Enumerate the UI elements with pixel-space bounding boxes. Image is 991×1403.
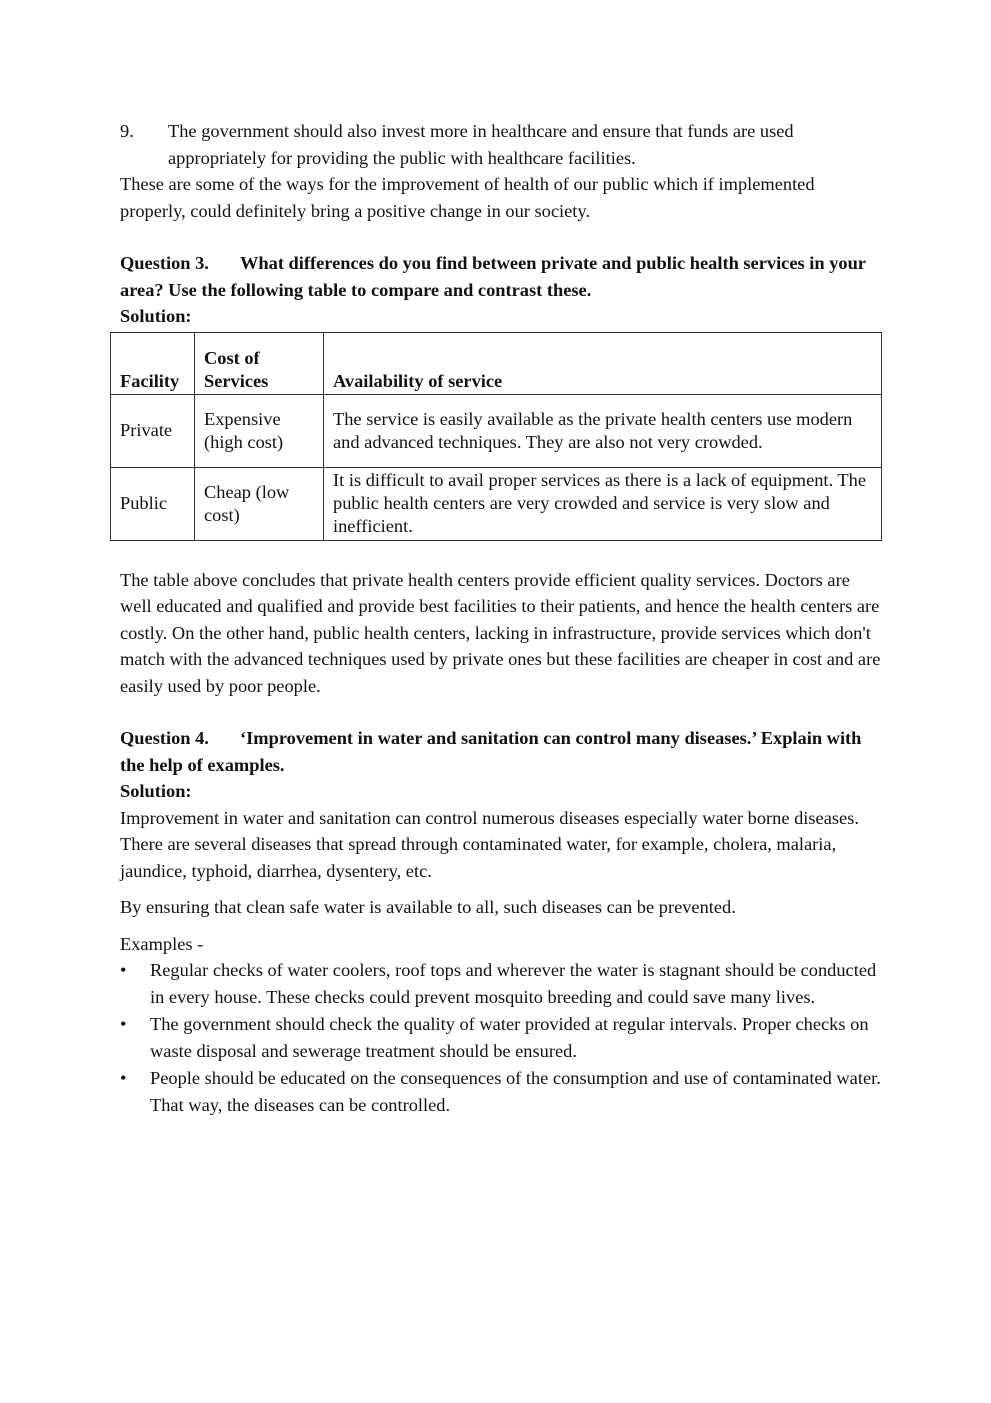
table-cell-facility: Public [111,467,195,540]
question-3-label: Question 3. [120,253,209,273]
question-3-heading [120,250,882,303]
list-item [120,957,882,1011]
table-conclusion-paragraph: The table above concludes that private health centers provide efficient quality services. Doctors are well educated and qualified and provide best facilities to their patients, and hence the health centers are costly. On the other hand, public health centers, lacking in infrastructure, provide services which don't match with the advanced techniques used by private ones but these facilities are cheaper in cost and are easily used by poor people. [120,569,881,696]
question-4-section [120,725,882,1119]
bullet-icon: • [120,1068,127,1088]
examples-label: Examples - [120,933,204,954]
list-item-text: The government should check the quality of water provided at regular intervals. Proper checks on waste disposal and sewerage treatment should be ensured. [150,1014,869,1061]
table-cell-cost: Cheap (low cost) [195,467,324,540]
examples-list [120,957,882,1119]
question-4-paragraph-2: By ensuring that clean safe water is available to all, such diseases can be prevented. [120,897,736,917]
question-4-heading [120,725,882,778]
table-cell-availability: The service is easily available as the private health centers use modern and advanced techniques. They are also not very crowded. [324,394,882,467]
question-4-label: Question 4. [120,728,209,748]
bullet-icon: • [120,960,127,980]
comparison-table [110,332,882,541]
list-item-text: People should be educated on the consequences of the consumption and use of contaminated water. That way, the diseases can be controlled. [150,1068,881,1115]
numbered-item-9 [120,118,882,171]
question-3-section [120,250,882,699]
table-row [111,467,882,540]
question-3-solution-label: Solution: [120,306,192,326]
table-row [111,394,882,467]
table-header-row [111,332,882,394]
bullet-icon: • [120,1014,127,1034]
question-4-solution-label: Solution: [120,781,192,801]
conclusion-paragraph: These are some of the ways for the improvement of health of our public which if implemented properly, could definitely bring a positive change in our society. [120,174,815,221]
list-item [120,1065,882,1119]
question-4-text: ‘Improvement in water and sanitation can control many diseases.’ Explain with the help of examples. [120,728,862,775]
item-number: 9. [120,121,134,141]
document-page [120,118,882,1119]
list-item [120,1011,882,1065]
list-item-text: Regular checks of water coolers, roof tops and wherever the water is stagnant should be conducted in every house. These checks could prevent mosquito breeding and could save many lives. [150,960,877,1007]
question-3-text: What differences do you find between private and public health services in your area? Use the following table to compare and contrast these. [120,253,866,300]
table-header-cost: Cost of Services [195,332,324,394]
question-4-paragraph-1: Improvement in water and sanitation can control numerous diseases especially water borne diseases. There are several diseases that spread through contaminated water, for example, cholera, malaria, jaundice, typhoid, diarrhea, dysentery, etc. [120,807,859,881]
table-cell-availability: It is difficult to avail proper services as there is a lack of equipment. The public health centers are very crowded and service is very slow and inefficient. [324,467,882,540]
item-9-text: The government should also invest more in healthcare and ensure that funds are used appropriately for providing the public with healthcare facilities. [168,121,794,168]
table-cell-facility: Private [111,394,195,467]
table-header-availability: Availability of service [324,332,882,394]
table-header-facility: Facility [111,332,195,394]
table-cell-cost: Expensive (high cost) [195,394,324,467]
